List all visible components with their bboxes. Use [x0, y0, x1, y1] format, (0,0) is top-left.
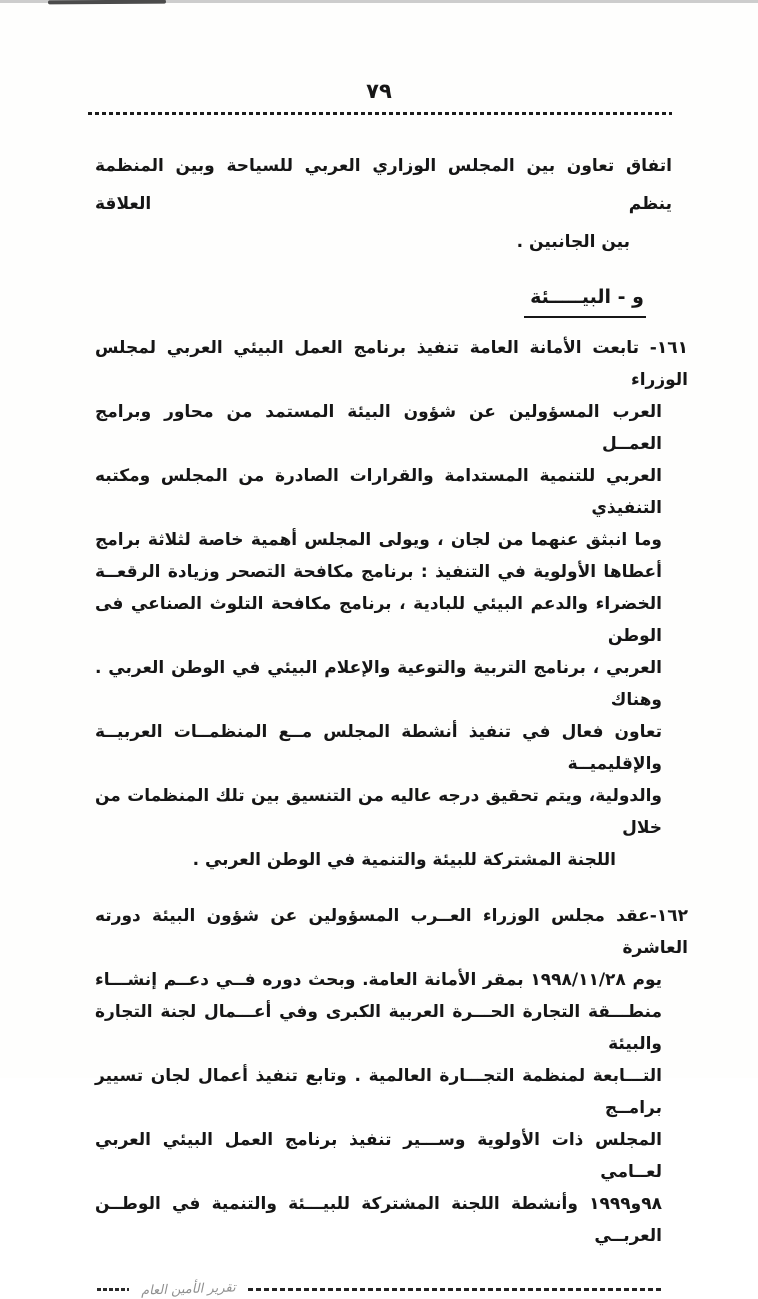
paragraph-line: تعاون فعال في تنفيذ أنشطة المجلس مــع المنظمــات العربيــة والإقليميــة	[95, 722, 662, 774]
paragraph-line: منطـــقة التجارة الحـــرة العربية الكبرى وفي أعـــمال لجنة التجارة والبيئة	[95, 1002, 662, 1054]
paragraph-line: اللجنة المشتركة للبيئة والتنمية في الوطن العربي .	[192, 850, 616, 870]
paragraph-line: التـــابعة لمنظمة التجـــارة العالمية . وتابع تنفيذ أعمال لجان تسيير برامــج	[95, 1066, 662, 1118]
paragraph-161	[95, 332, 688, 876]
intro-paragraph	[95, 147, 672, 261]
intro-line: بين الجانبين .	[516, 232, 630, 252]
page-footer	[97, 1282, 663, 1297]
paragraph-line: العربي للتنمية المستدامة والقرارات الصادرة من المجلس ومكتبه التنفيذي	[95, 466, 662, 518]
paragraph-line: أعطاها الأولوية في التنفيذ : برنامج مكافحة التصحر وزيادة الرقعــة	[95, 562, 662, 582]
paragraph-line: ١٦١- تابعت الأمانة العامة تنفيذ برنامج العمل البيئي العربي لمجلس الوزراء	[95, 338, 688, 390]
paragraph-line: ٩٨و١٩٩٩ وأنشطة اللجنة المشتركة للبيـــئة والتنمية في الوطــن العربــي	[95, 1194, 662, 1246]
paragraph-line: والدولية، ويتم تحقيق درجه عاليه من التنسيق بين تلك المنظمات من خلال	[95, 786, 662, 838]
paragraph-line: الخضراء والدعم البيئي للبادية ، برنامج مكافحة التلوث الصناعي فى الوطن	[95, 594, 662, 646]
footer-divider-long	[248, 1288, 663, 1291]
intro-line: اتفاق تعاون بين المجلس الوزاري العربي للسياحة وبين المنظمة ينظم العلاقة	[95, 156, 672, 214]
footer-divider-short	[97, 1288, 129, 1291]
paragraph-line: وما انبثق عنهما من لجان ، ويولى المجلس أهمية خاصة لثلاثة برامج	[95, 530, 662, 550]
paragraph-line: العربي ، برنامج التربية والتوعية والإعلام البيئي في الوطن العربي . وهناك	[95, 658, 662, 710]
paragraph-line: يوم ١٩٩٨/١١/٢٨ بمقر الأمانة العامة. وبحث دوره فــي دعــم إنشـــاء	[95, 970, 663, 990]
section-heading	[0, 283, 758, 318]
page-number: ٧٩	[366, 79, 392, 103]
footer-handwritten-note: تقرير الأمين العام	[140, 1280, 236, 1299]
paragraph-line: العرب المسؤولين عن شؤون البيئة المستمد من محاور وبرامج العمــل	[95, 402, 662, 454]
paragraph-line: ١٦٢-عقد مجلس الوزراء العــرب المسؤولين عن شؤون البيئة دورته العاشرة	[95, 906, 688, 958]
section-heading-text: و - البيـــــئة	[524, 283, 646, 318]
paragraph-162	[95, 900, 688, 1252]
header-divider	[88, 112, 672, 115]
paragraph-line: المجلس ذات الأولوية وســـير تنفيذ برنامج العمل البيئي العربي لعــامي	[95, 1130, 662, 1182]
